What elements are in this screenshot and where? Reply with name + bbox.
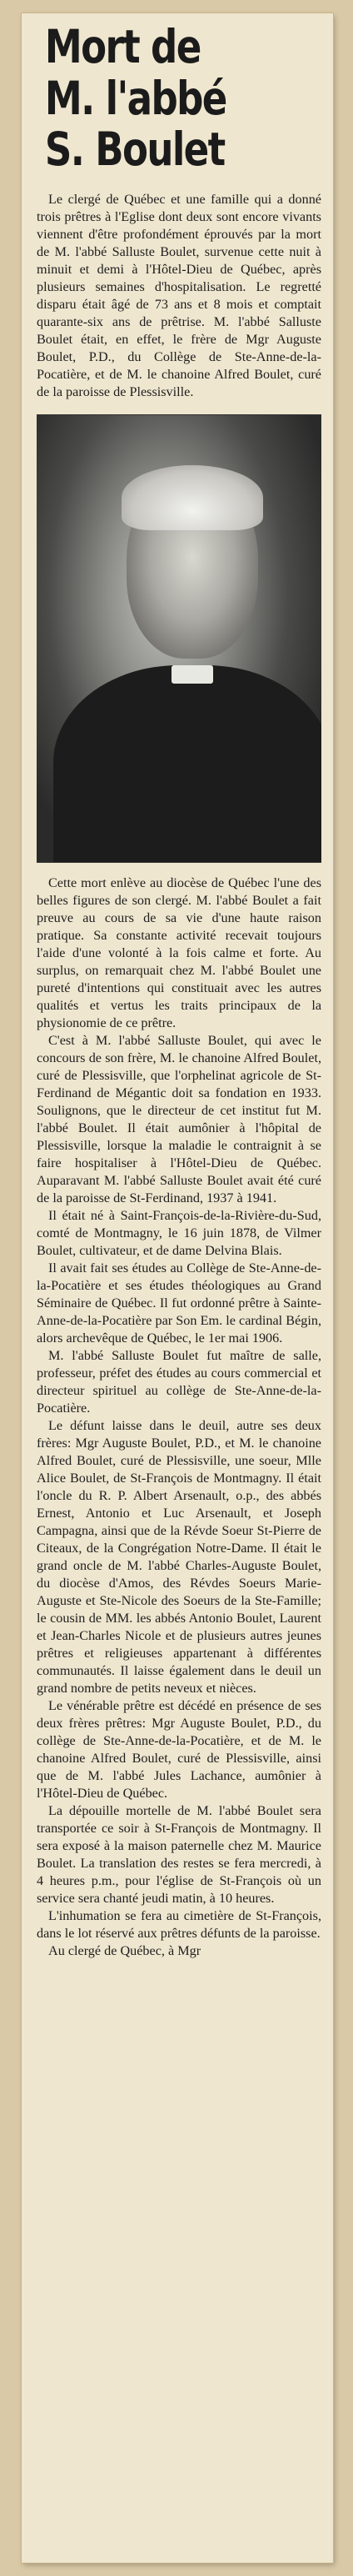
paragraph: C'est à M. l'abbé Salluste Boulet, qui avec le concours de son frère, M. le chanoine Alfred Boulet, curé de Plessisville, que l'orphelinat agricole de St-Ferdinand de Mégantic doit sa fondation en 1933. Soulignons, que le directeur de cet institut fut M. l'abbé Boulet. Il était aumônier à l'hôpital de Plessisville, lorsque la maladie le contraignit à se faire hospitaliser à l'Hôtel-Dieu de Québec. Auparavant M. l'abbé Salluste Boulet avait été curé de la paroisse de St-Ferdinand, 1937 à 1941. — [37, 1032, 321, 1205]
paragraph: Le clergé de Québec et une famille qui a donné trois prêtres à l'Eglise dont deux sont encore vivants viennent d'être profondément éprouvés par la mort de M. l'abbé Salluste Boulet, survenue cette nuit à minuit et demi à l'Hôtel-Dieu de Québec, après plusieurs semaines d'hospitalisation. Le regretté disparu était âgé de 73 ans et 8 mois et comptait quarante-six ans de prêtrise. M. l'abbé Salluste Boulet était, en effet, le frère de Mgr Auguste Boulet, P.D., du Collège de Ste-Anne-de-la-Pocatière, et de M. le chanoine Alfred Boulet, curé de la paroisse de Plessisville. — [37, 191, 321, 399]
headline-line-3: S. Boulet — [44, 123, 225, 177]
paragraph: Il avait fait ses études au Collège de Ste-Anne-de-la-Pocatière et ses études théologiques au Grand Séminaire de Québec. Il fut ordonné prêtre à Sainte-Anne-de-la-Pocatière par Son Em. le cardinal Bégin, alors archevêque de Québec, le 1er mai 1906. — [37, 1260, 321, 1346]
intro-block — [37, 191, 321, 401]
headline-line-2: M. l'abbé — [44, 71, 226, 125]
paragraph: Le vénérable prêtre est décédé en présence de ses deux frères prêtres: Mgr Auguste Boulet, P.D., du collège de Ste-Anne-de-la-Pocatière, et de M. le chanoine Alfred Boulet, curé de Plessisville, ainsi que de M. l'abbé Jules Lachance, aumônier à l'Hôtel-Dieu de Québec. — [37, 1697, 321, 1801]
portrait-photo — [37, 414, 321, 863]
paragraph: Cette mort enlève au diocèse de Québec l'une des belles figures de son clergé. M. l'abbé Boulet a fait preuve au cours de sa vie d'une haute raison pratique. Sa constante activité recevait toujours l'aide d'une volonté à la fois calme et forte. Au surplus, on remarquait chez M. l'abbé Boulet une pureté d'intentions qui constituait avec les autres qualités et vertus les traits principaux de la physionomie de ce prêtre. — [37, 875, 321, 1030]
collar-shape — [172, 665, 213, 684]
hair-shape — [122, 465, 263, 530]
cassock-shape — [53, 665, 321, 863]
article-body — [22, 191, 333, 1960]
paragraph: La dépouille mortelle de M. l'abbé Boulet sera transportée ce soir à St-François de Montmagny. Il sera exposé à la maison paternelle chez M. Maurice Boulet. La translation des restes se fera mercredi, à 4 heures p.m., pour l'église de St-François où un service sera chanté jeudi matin, à 10 heures. — [37, 1802, 321, 1906]
main-block — [37, 875, 321, 1960]
newspaper-clipping — [22, 13, 333, 2563]
headline — [22, 13, 277, 176]
paragraph: Le défunt laisse dans le deuil, autre ses deux frères: Mgr Auguste Boulet, P.D., et M. le chanoine Alfred Boulet, curé de Plessisville, une soeur, Mlle Alice Boulet, de St-François de Montmagny. Il était l'oncle du R. P. Albert Arsenault, o.p., des abbés Ernest, Antonio et Luc Arsenault, et Joseph Campagna, ainsi que de la Révde Soeur St-Pierre de Citeaux, de la Congrégation Notre-Dame. Il était le grand oncle de M. l'abbé Charles-Auguste Boulet, du diocèse d'Amos, des Révdes Soeurs Marie-Auguste et Ste-Nicole des Soeurs de la Ste-Famille; le cousin de MM. les abbés Antonio Boulet, Laurent et Jean-Charles Nicole et de plusieurs autres jeunes prêtres et religieuses appartenant à différentes communautés. Il laisse également dans le deuil un grand nombre de petits neveux et nièces. — [37, 1417, 321, 1696]
paragraph: Au clergé de Québec, à Mgr — [48, 1942, 201, 1958]
paragraph: L'inhumation se fera au cimetière de St-François, dans le lot réservé aux prêtres défunts de la paroisse. — [37, 1907, 321, 1941]
paragraph: M. l'abbé Salluste Boulet fut maître de salle, professeur, préfet des études au cours commercial et directeur spirituel au collège de Ste-Anne-de-la-Pocatière. — [37, 1347, 321, 1416]
headline-line-1: Mort de — [44, 20, 201, 73]
paragraph: Il était né à Saint-François-de-la-Rivière-du-Sud, comté de Montmagny, le 16 juin 1878, de Vilmer Boulet, cultivateur, et de dame Delvina Blais. — [37, 1207, 321, 1258]
